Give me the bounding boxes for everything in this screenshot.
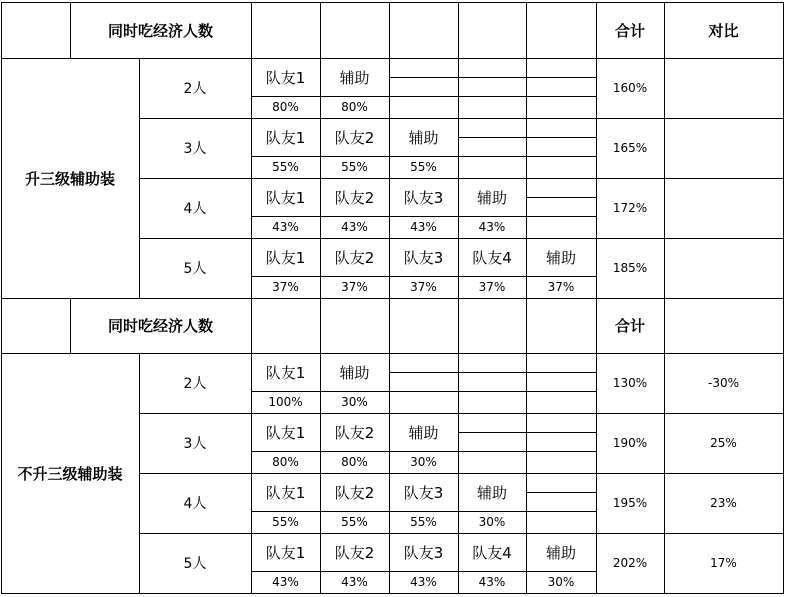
grid-line (596, 353, 597, 414)
grid-line (526, 298, 527, 354)
grid-line (526, 77, 597, 78)
grid-line (526, 413, 527, 474)
player-count: 4人 (183, 496, 207, 512)
player-count: 3人 (183, 141, 207, 157)
player-count: 2人 (183, 81, 207, 97)
grid-line (783, 2, 784, 59)
grid-line (783, 298, 784, 354)
player-label: 队友1 (265, 423, 306, 442)
grid-line (526, 353, 527, 414)
player-value: 37% (341, 280, 368, 294)
grid-line (458, 372, 527, 373)
player-label: 队友2 (334, 483, 375, 502)
grid-line (389, 77, 459, 78)
player-label: 队友1 (265, 543, 306, 562)
player-label: 队友1 (265, 483, 306, 502)
grid-line (458, 137, 527, 138)
player-value: 43% (272, 575, 299, 589)
player-value: 55% (341, 160, 368, 174)
player-label: 队友1 (265, 248, 306, 267)
player-label: 辅助 (408, 423, 439, 442)
player-label: 队友3 (403, 188, 444, 207)
grid-line (596, 413, 597, 474)
grid-line (139, 593, 784, 594)
grid-line (458, 2, 459, 59)
header-total: 合计 (614, 21, 645, 40)
grid-line (526, 197, 597, 198)
grid-line (596, 473, 597, 534)
player-value: 43% (478, 220, 506, 234)
player-value: 43% (272, 220, 299, 234)
grid-line (526, 178, 527, 239)
player-count: 5人 (183, 261, 207, 277)
player-label: 队友2 (334, 423, 375, 442)
player-value: 37% (478, 280, 506, 294)
grid-line (526, 2, 527, 59)
grid-line (596, 58, 597, 119)
grid-line (526, 372, 597, 373)
grid-line (458, 77, 527, 78)
player-value: 55% (272, 515, 299, 529)
row-compare: 25% (710, 436, 737, 450)
player-value: 43% (341, 220, 368, 234)
player-value: 80% (272, 455, 299, 469)
grid-line (389, 2, 390, 59)
player-label: 队友2 (334, 188, 375, 207)
player-value: 43% (410, 220, 437, 234)
player-label: 辅助 (339, 68, 370, 87)
player-label: 队友1 (265, 68, 306, 87)
row-total: 202% (612, 556, 648, 570)
grid-line (526, 492, 597, 493)
grid-line (389, 372, 459, 373)
player-value: 55% (272, 160, 299, 174)
row-total: 185% (612, 261, 648, 275)
player-label: 队友4 (472, 248, 512, 267)
grid-line (458, 353, 459, 414)
row-compare (664, 238, 783, 298)
row-total: 160% (612, 81, 648, 95)
player-label: 队友3 (403, 543, 444, 562)
player-count: 3人 (183, 436, 207, 452)
grid-line (458, 413, 459, 474)
header-total: 合计 (614, 317, 645, 335)
player-value: 37% (547, 280, 575, 294)
row-compare: -30% (707, 376, 739, 390)
player-label: 队友2 (334, 543, 375, 562)
grid-line (389, 353, 390, 414)
player-value: 30% (410, 455, 437, 469)
grid-line (251, 298, 252, 354)
grid-line (596, 238, 597, 299)
row-compare (664, 118, 783, 178)
player-value: 55% (410, 515, 437, 529)
player-label: 辅助 (408, 128, 439, 147)
player-count: 4人 (183, 201, 207, 217)
grid-line (596, 178, 597, 239)
grid-line (596, 533, 597, 594)
grid-line (526, 58, 527, 119)
row-compare: 23% (710, 496, 737, 510)
header-title: 同时吃经济人数 (107, 21, 213, 40)
player-label: 辅助 (476, 483, 507, 502)
player-value: 43% (478, 575, 506, 589)
player-count: 2人 (183, 376, 207, 392)
grid-line (458, 58, 459, 119)
grid-line (389, 58, 390, 119)
player-value: 37% (272, 280, 299, 294)
player-value: 37% (410, 280, 437, 294)
player-value: 100% (268, 395, 303, 409)
row-total: 130% (612, 376, 648, 390)
grid-line (526, 118, 527, 179)
player-value: 43% (410, 575, 437, 589)
player-label: 队友1 (265, 128, 306, 147)
grid-line (664, 298, 665, 354)
row-compare (664, 58, 783, 118)
player-value: 80% (272, 100, 299, 114)
player-label: 队友2 (334, 128, 375, 147)
grid-line (458, 118, 459, 179)
grid-line (251, 2, 252, 59)
player-count: 5人 (183, 556, 207, 572)
grid-line (1, 2, 2, 59)
row-total: 195% (612, 496, 648, 510)
player-label: 队友1 (265, 363, 306, 382)
row-compare (664, 178, 783, 238)
row-total: 172% (612, 201, 648, 215)
header-title: 同时吃经济人数 (107, 317, 213, 335)
player-label: 队友4 (472, 543, 512, 562)
grid-line (596, 118, 597, 179)
section-label: 升三级辅助装 (24, 169, 115, 188)
player-label: 辅助 (339, 363, 370, 382)
player-label: 队友3 (403, 483, 444, 502)
grid-line (139, 298, 784, 299)
section-label: 不升三级辅助装 (17, 464, 123, 483)
player-value: 80% (341, 455, 368, 469)
player-value: 80% (341, 100, 368, 114)
grid-line (526, 137, 597, 138)
grid-line (458, 298, 459, 354)
row-total: 165% (612, 141, 648, 155)
player-label: 辅助 (545, 543, 576, 562)
row-total: 190% (612, 436, 648, 450)
player-value: 55% (410, 160, 437, 174)
grid-line (1, 298, 2, 354)
player-value: 30% (341, 395, 368, 409)
grid-line (320, 298, 321, 354)
header-compare: 对比 (708, 21, 739, 40)
player-label: 辅助 (476, 188, 507, 207)
row-compare: 17% (710, 556, 737, 570)
grid-line (320, 2, 321, 59)
player-label: 队友1 (265, 188, 306, 207)
player-value: 43% (341, 575, 368, 589)
player-value: 30% (547, 575, 575, 589)
grid-line (526, 473, 527, 534)
player-value: 55% (341, 515, 368, 529)
player-label: 队友3 (403, 248, 444, 267)
grid-line (389, 298, 390, 354)
player-label: 队友2 (334, 248, 375, 267)
grid-line (458, 432, 527, 433)
player-value: 30% (478, 515, 506, 529)
grid-line (526, 432, 597, 433)
player-label: 辅助 (545, 248, 576, 267)
